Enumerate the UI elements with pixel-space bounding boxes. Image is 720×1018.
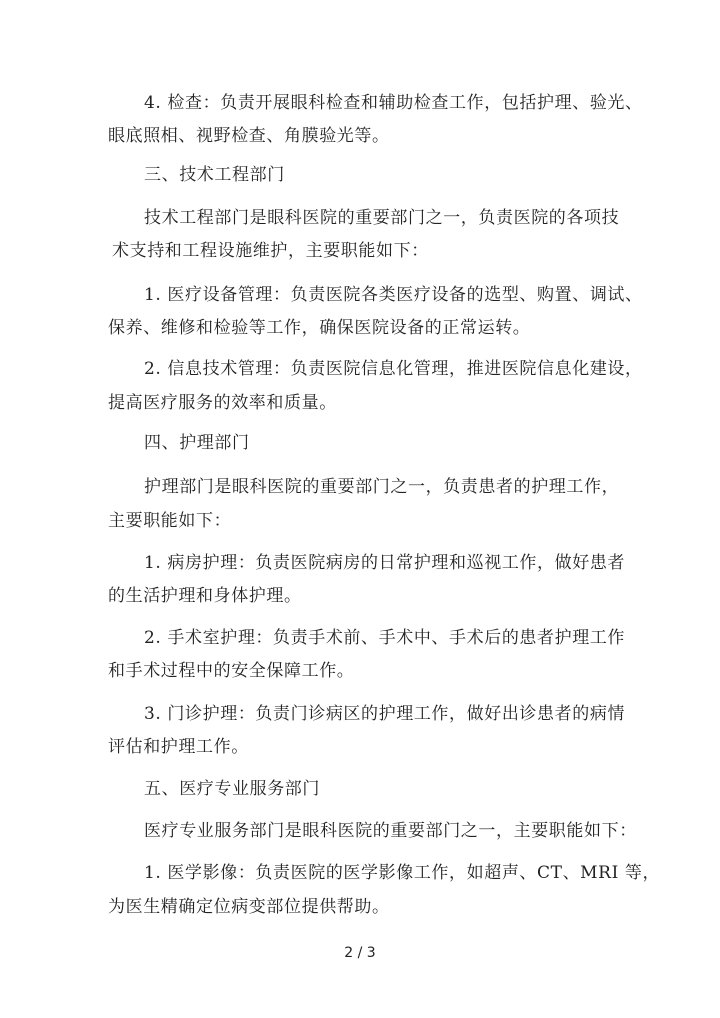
body-text-line: 4. 检查：负责开展眼科检查和辅助检查工作，包括护理、验光、 bbox=[144, 93, 643, 113]
body-text-line: 2. 手术室护理：负责手术前、手术中、手术后的患者护理工作 bbox=[144, 628, 626, 648]
body-text-line: 1. 病房护理：负责医院病房的日常护理和巡视工作，做好患者 bbox=[144, 553, 626, 573]
section-heading: 五、医疗专业服务部门 bbox=[144, 779, 320, 799]
body-text-line: 主要职能如下： bbox=[108, 511, 232, 531]
body-text-line: 和手术过程中的安全保障工作。 bbox=[108, 661, 355, 681]
section-heading: 四、护理部门 bbox=[144, 433, 250, 453]
body-text-line: 评估和护理工作。 bbox=[108, 737, 249, 757]
body-text-line: 2. 信息技术管理：负责医院信息化管理，推进医院信息化建设， bbox=[144, 359, 643, 379]
body-text-line: 3. 门诊护理：负责门诊病区的护理工作，做好出诊患者的病情 bbox=[144, 704, 626, 724]
body-text-line: 为医生精确定位病变部位提供帮助。 bbox=[108, 897, 390, 917]
body-text-line: 保养、维修和检验等工作，确保医院设备的正常运转。 bbox=[108, 318, 531, 338]
body-text-line: 护理部门是眼科医院的重要部门之一，负责患者的护理工作， bbox=[144, 477, 620, 497]
body-text-line: 的生活护理和身体护理。 bbox=[108, 586, 302, 606]
body-text-line: 1. 医学影像：负责医院的医学影像工作，如超声、CT、MRI 等， bbox=[144, 863, 661, 883]
body-text-line: 1. 医疗设备管理：负责医院各类医疗设备的选型、购置、调试、 bbox=[144, 285, 643, 305]
section-heading: 三、技术工程部门 bbox=[144, 165, 285, 185]
body-text-line: 术支持和工程设施维护，主要职能如下： bbox=[112, 241, 429, 261]
page-number: 2 / 3 bbox=[344, 945, 376, 961]
body-text-line: 医疗专业服务部门是眼科医院的重要部门之一，主要职能如下： bbox=[144, 821, 637, 841]
body-text-line: 提高医疗服务的效率和质量。 bbox=[108, 393, 337, 413]
body-text-line: 眼底照相、视野检查、角膜验光等。 bbox=[108, 126, 390, 146]
body-text-line: 技术工程部门是眼科医院的重要部门之一，负责医院的各项技 bbox=[144, 208, 620, 228]
